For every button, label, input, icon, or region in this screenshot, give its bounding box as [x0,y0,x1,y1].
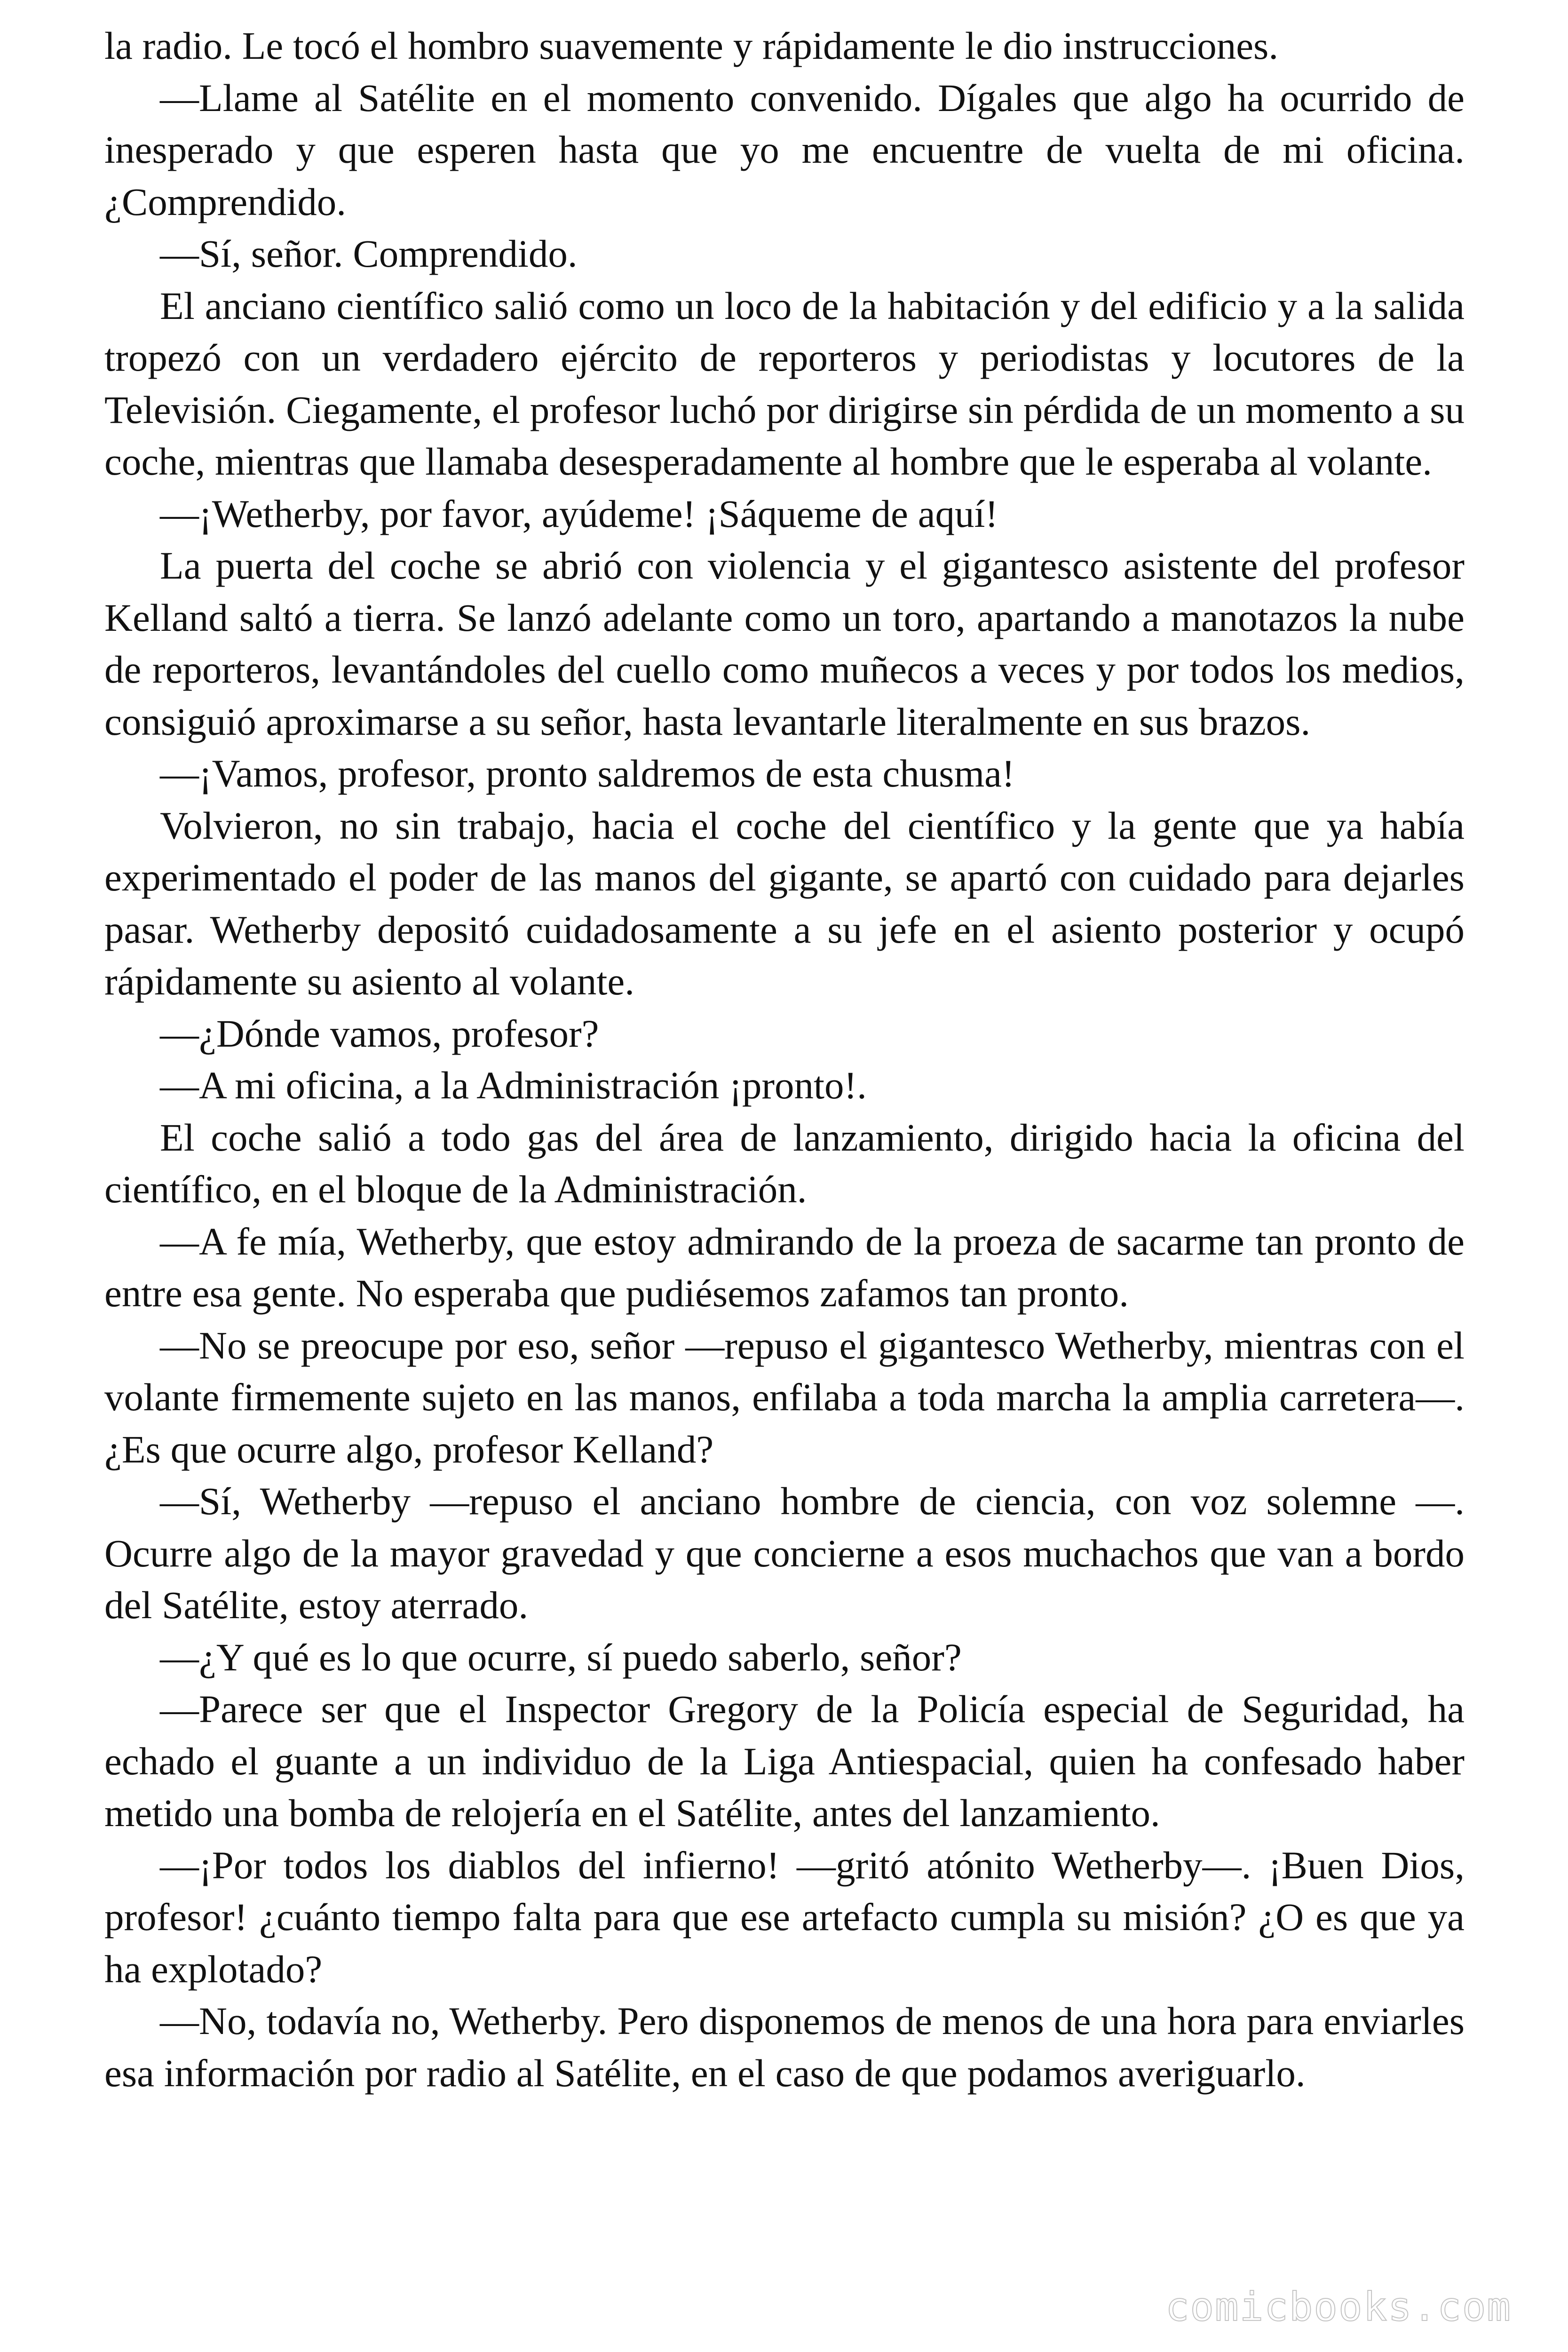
paragraph-14: —Sí, Wetherby —repuso el anciano hombre de ciencia, con voz solemne —. Ocurre algo de la mayor gravedad y que concierne a esos muchachos que van a bordo del Satélite, estoy aterrado. [104,1479,1465,1627]
paragraph-8: Volvieron, no sin trabajo, hacia el coche del científico y la gente que ya había experimentado el poder de las manos del gigante, se apartó con cuidado para dejarles pasar. Wetherby depositó cuidadosamente a su jefe en el asiento posterior y ocupó rápidamente su asiento al volante. [104,803,1465,1003]
paragraph-15: —¿Y qué es lo que ocurre, sí puedo saberlo, señor? [160,1635,962,1679]
paragraph-13: —No se preocupe por eso, señor —repuso el gigantesco Wetherby, mientras con el volante firmemente sujeto en las manos, enfilaba a toda marcha la amplia carretera—. ¿Es que ocurre algo, profesor Kelland? [104,1323,1465,1471]
paragraph-12: —A fe mía, Wetherby, que estoy admirando de la proeza de sacarme tan pronto de entre esa gente. No esperaba que pudiésemos zafamos tan pronto. [104,1219,1465,1315]
paragraph-1: la radio. Le tocó el hombro suavemente y rápidamente le dio instrucciones. [104,24,1279,67]
document-page [104,20,1465,2099]
paragraph-10: —A mi oficina, a la Administración ¡pronto!. [160,1064,867,1107]
paragraph-4: El anciano científico salió como un loco de la habitación y del edificio y a la salida tropezó con un verdadero ejército de reporteros y periodistas y locutores de la Televisión. Ciegamente, el profesor luchó por dirigirse sin pérdida de un momento a su coche, mientras que llamaba desesperadamente al hombre que le esperaba al volante. [104,284,1465,483]
paragraph-11: El coche salió a todo gas del área de lanzamiento, dirigido hacia la oficina del científico, en el bloque de la Administración. [104,1115,1465,1211]
paragraph-6: La puerta del coche se abrió con violencia y el gigantesco asistente del profesor Kelland saltó a tierra. Se lanzó adelante como un toro, apartando a manotazos la nube de reporteros, levantándoles del cuello como muñecos a veces y por todos los medios, consiguió aproximarse a su señor, hasta levantarle literalmente en sus brazos. [104,544,1465,743]
paragraph-3: —Sí, señor. Comprendido. [160,232,578,275]
paragraph-9: —¿Dónde vamos, profesor? [160,1011,599,1055]
watermark-text: comicbooks.com [1165,2284,1512,2330]
paragraph-7: —¡Vamos, profesor, pronto saldremos de esta chusma! [160,752,1015,795]
paragraph-5: —¡Wetherby, por favor, ayúdeme! ¡Sáqueme de aquí! [160,492,998,535]
paragraph-17: —¡Por todos los diablos del infierno! —gritó atónito Wetherby—. ¡Buen Dios, profesor! ¿cuánto tiempo falta para que ese artefacto cumpla su misión? ¿O es que ya ha explotado? [104,1843,1465,1991]
paragraph-2: —Llame al Satélite en el momento convenido. Dígales que algo ha ocurrido de inesperado y que esperen hasta que yo me encuentre de vuelta de mi oficina. ¿Comprendido. [104,76,1465,223]
paragraph-18: —No, todavía no, Wetherby. Pero disponemos de menos de una hora para enviarles esa información por radio al Satélite, en el caso de que podamos averiguarlo. [104,1999,1465,2095]
paragraph-16: —Parece ser que el Inspector Gregory de la Policía especial de Seguridad, ha echado el guante a un individuo de la Liga Antiespacial, quien ha confesado haber metido una bomba de relojería en el Satélite, antes del lanzamiento. [104,1687,1465,1835]
